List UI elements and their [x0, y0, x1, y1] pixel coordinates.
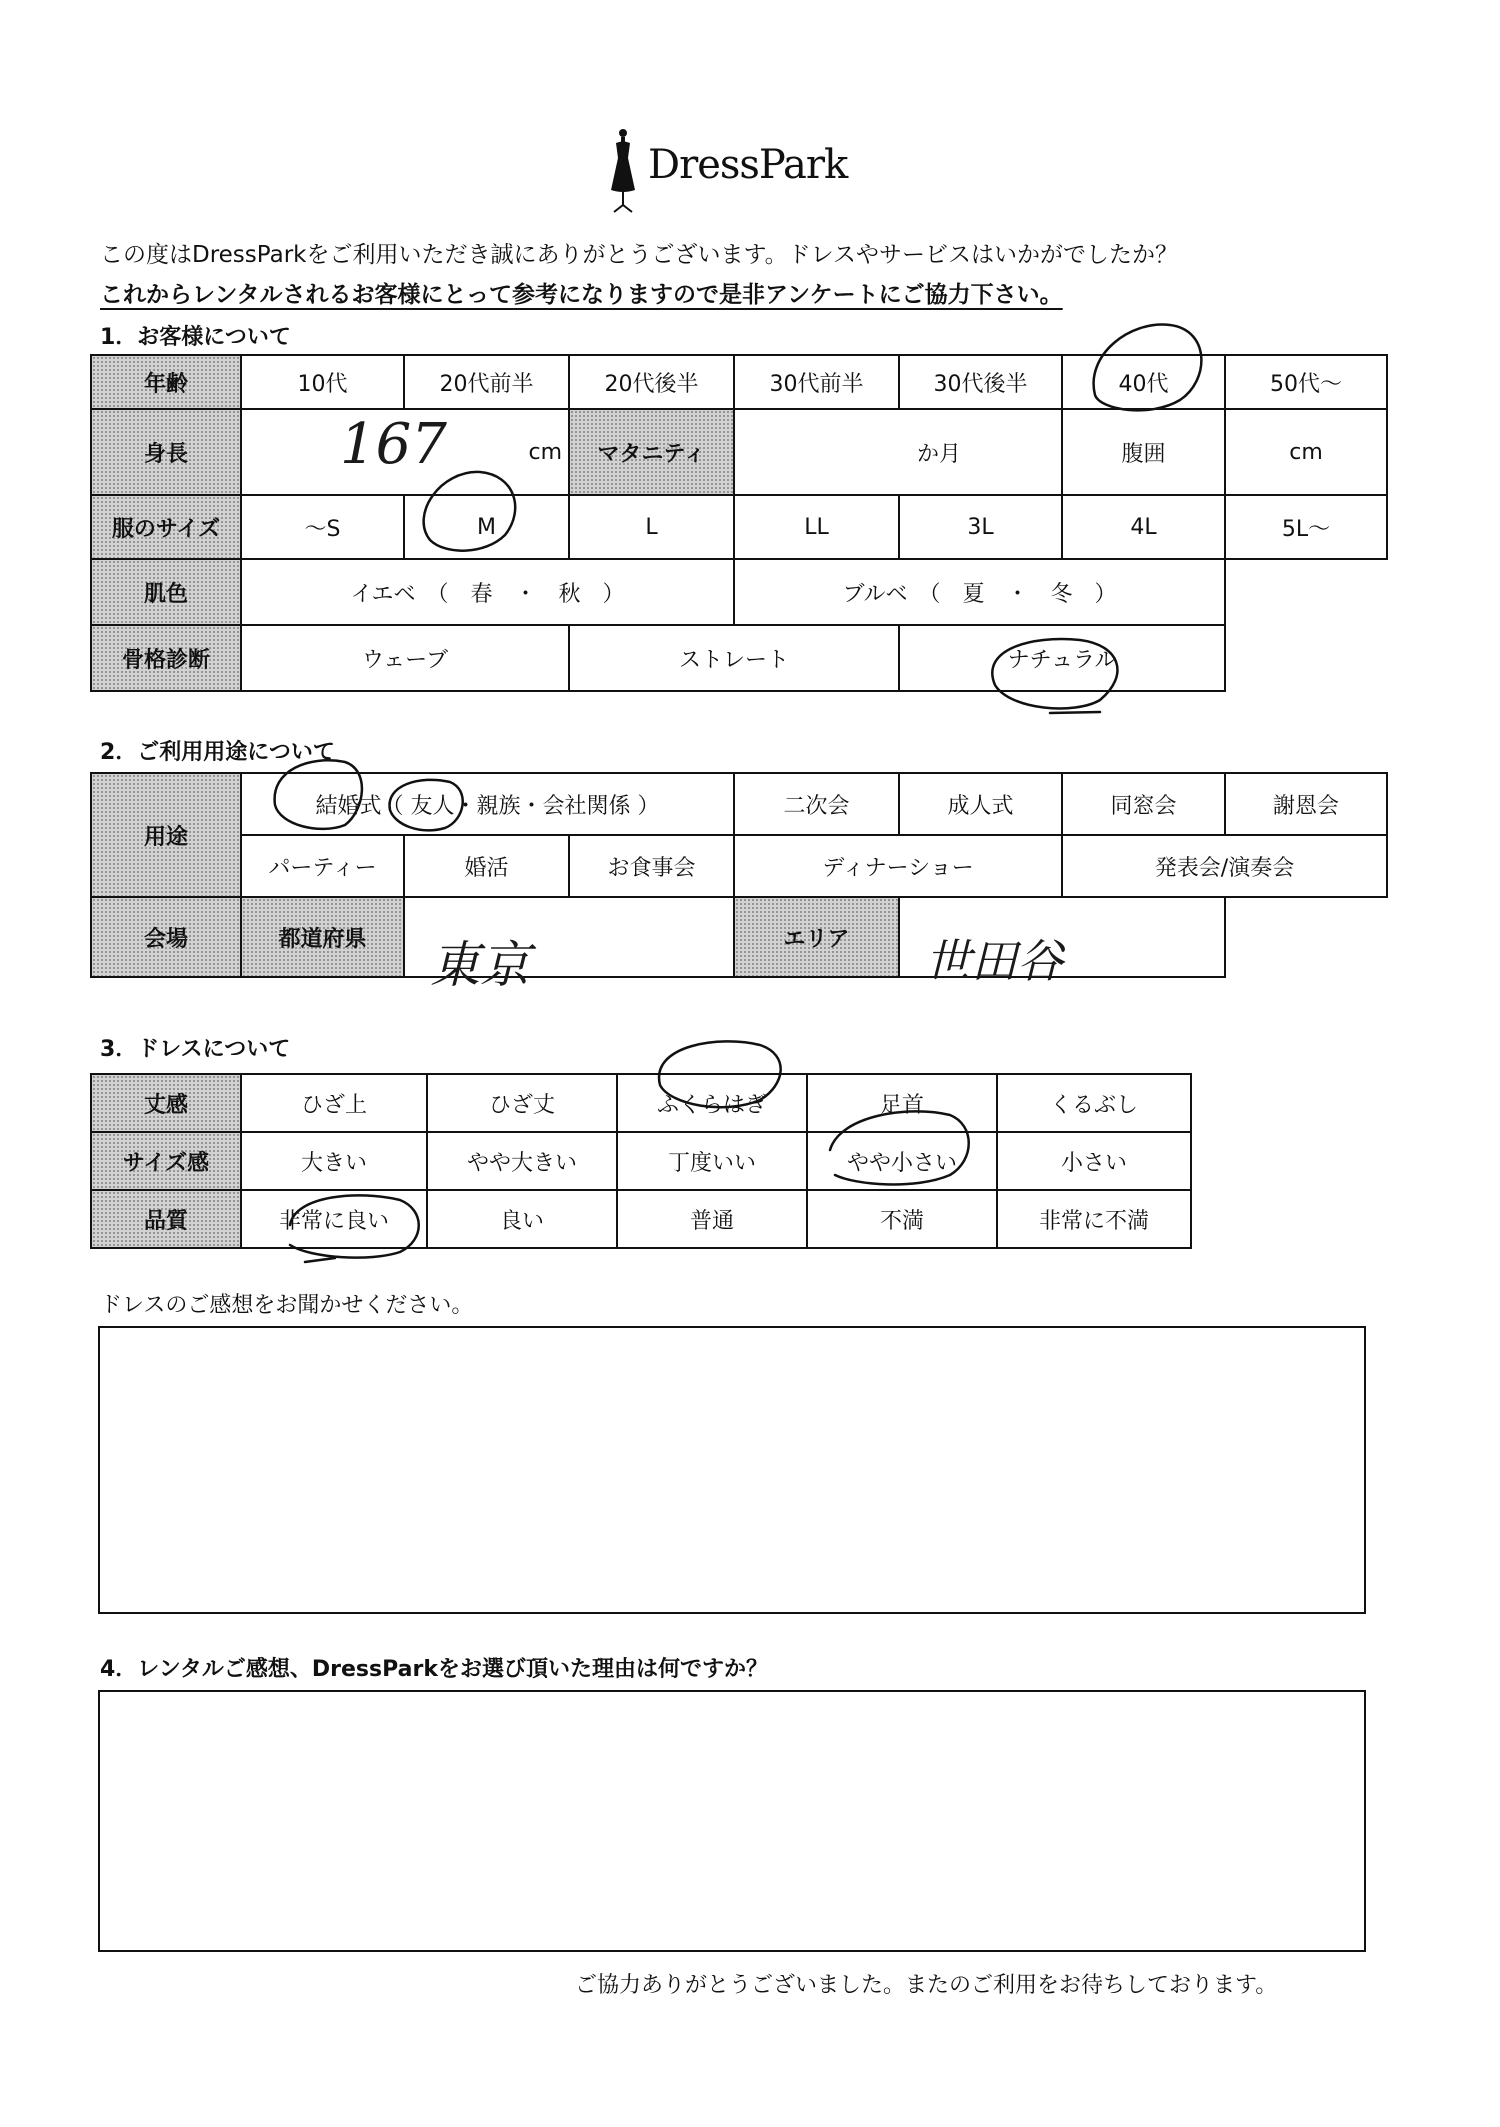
- size-option[interactable]: ～S: [241, 495, 404, 559]
- purpose-option[interactable]: 謝恩会: [1225, 773, 1387, 835]
- empty-cell: [1225, 559, 1387, 625]
- length-label: 丈感: [91, 1074, 241, 1132]
- section4-title: 4．レンタルご感想、DressParkをお選び頂いた理由は何ですか？: [100, 1657, 768, 1682]
- height-row: [91, 409, 1387, 495]
- length-option[interactable]: くるぶし: [997, 1074, 1191, 1132]
- prefecture-handwritten-value: 東京: [430, 936, 530, 994]
- customer-info-table: [90, 354, 1388, 692]
- purpose-option[interactable]: 発表会/演奏会: [1062, 835, 1387, 897]
- skeleton-label: 骨格診断: [91, 625, 241, 691]
- quality-label: 品質: [91, 1190, 241, 1248]
- tick-mark: [1050, 712, 1100, 713]
- length-row: [91, 1074, 1191, 1132]
- purpose-row-1: [91, 773, 1387, 835]
- intro-text: この度はDressParkをご利用いただき誠にありがとうございます。ドレスやサービスはいかがでしたか？: [100, 242, 1178, 268]
- length-option[interactable]: ひざ丈: [427, 1074, 617, 1132]
- age-option[interactable]: 50代～: [1225, 355, 1387, 409]
- skeleton-option[interactable]: ウェーブ: [241, 625, 569, 691]
- purpose-option[interactable]: 婚活: [404, 835, 569, 897]
- fit-row: [91, 1132, 1191, 1190]
- area-label: エリア: [734, 897, 899, 977]
- waist-label: 腹囲: [1062, 409, 1225, 495]
- prefecture-label: 都道府県: [241, 897, 404, 977]
- tick-mark: [305, 1258, 335, 1262]
- maternity-label: マタニティ: [569, 409, 734, 495]
- skin-row: [91, 559, 1387, 625]
- purpose-option[interactable]: 同窓会: [1062, 773, 1225, 835]
- fit-option[interactable]: 丁度いい: [617, 1132, 807, 1190]
- age-row: [91, 355, 1387, 409]
- height-unit: cm: [528, 439, 562, 465]
- purpose-option[interactable]: パーティー: [241, 835, 404, 897]
- fit-option[interactable]: 小さい: [997, 1132, 1191, 1190]
- venue-row: [91, 897, 1387, 977]
- thanks-text: ご協力ありがとうございました。またのご利用をお待ちしております。: [575, 1973, 1278, 1998]
- rental-reason-textarea[interactable]: [98, 1690, 1366, 1952]
- waist-field[interactable]: cm: [1225, 409, 1387, 495]
- age-option[interactable]: 20代後半: [569, 355, 734, 409]
- quality-option[interactable]: 良い: [427, 1190, 617, 1248]
- skeleton-option[interactable]: ナチュラル: [899, 625, 1225, 691]
- logo-text: DressPark: [648, 142, 848, 188]
- section3-title: 3．ドレスについて: [100, 1037, 291, 1062]
- age-option[interactable]: 30代後半: [899, 355, 1062, 409]
- age-option[interactable]: 30代前半: [734, 355, 899, 409]
- purpose-option-wedding[interactable]: 結婚式（ 友人・親族・会社関係 ）: [241, 773, 734, 835]
- empty-cell: [1225, 897, 1387, 977]
- skin-yellow-option[interactable]: イエベ （ 春 ・ 秋 ）: [241, 559, 734, 625]
- purpose-label: 用途: [91, 773, 241, 897]
- size-option[interactable]: 5L～: [1225, 495, 1387, 559]
- venue-label: 会場: [91, 897, 241, 977]
- fit-option[interactable]: やや小さい: [807, 1132, 997, 1190]
- skeleton-option[interactable]: ストレート: [569, 625, 899, 691]
- quality-option[interactable]: 非常に不満: [997, 1190, 1191, 1248]
- length-option[interactable]: ふくらはぎ: [617, 1074, 807, 1132]
- size-option[interactable]: LL: [734, 495, 899, 559]
- section2-title: 2．ご利用用途について: [100, 740, 335, 765]
- purpose-row-2: [91, 835, 1387, 897]
- purpose-option[interactable]: お食事会: [569, 835, 734, 897]
- age-option[interactable]: 10代: [241, 355, 404, 409]
- height-handwritten-value: 167: [340, 412, 447, 477]
- age-label: 年齢: [91, 355, 241, 409]
- skeleton-row: [91, 625, 1387, 691]
- quality-option[interactable]: 不満: [807, 1190, 997, 1248]
- skin-blue-option[interactable]: ブルベ （ 夏 ・ 冬 ）: [734, 559, 1225, 625]
- size-option[interactable]: L: [569, 495, 734, 559]
- empty-cell: [1225, 625, 1387, 691]
- purpose-table: [90, 772, 1388, 978]
- age-option[interactable]: 20代前半: [404, 355, 569, 409]
- dress-feedback-textarea[interactable]: [98, 1326, 1366, 1614]
- intro-request-text: これからレンタルされるお客様にとって参考になりますので是非アンケートにご協力下さい。: [100, 282, 1063, 308]
- size-option[interactable]: 3L: [899, 495, 1062, 559]
- size-option[interactable]: M: [404, 495, 569, 559]
- size-label: 服のサイズ: [91, 495, 241, 559]
- maternity-months-field[interactable]: か月: [734, 409, 1062, 495]
- purpose-option[interactable]: 二次会: [734, 773, 899, 835]
- fit-label: サイズ感: [91, 1132, 241, 1190]
- skin-label: 肌色: [91, 559, 241, 625]
- quality-option[interactable]: 普通: [617, 1190, 807, 1248]
- purpose-option[interactable]: ディナーショー: [734, 835, 1062, 897]
- area-handwritten-value: 世田谷: [925, 934, 1063, 988]
- fit-option[interactable]: やや大きい: [427, 1132, 617, 1190]
- height-label: 身長: [91, 409, 241, 495]
- age-option[interactable]: 40代: [1062, 355, 1225, 409]
- section1-title: 1．お客様について: [100, 325, 291, 350]
- quality-option[interactable]: 非常に良い: [241, 1190, 427, 1248]
- fit-option[interactable]: 大きい: [241, 1132, 427, 1190]
- dress-rating-table: [90, 1073, 1192, 1249]
- size-option[interactable]: 4L: [1062, 495, 1225, 559]
- size-row: [91, 495, 1387, 559]
- length-option[interactable]: ひざ上: [241, 1074, 427, 1132]
- dress-form-logo-icon: [608, 128, 638, 214]
- quality-row: [91, 1190, 1191, 1248]
- purpose-option[interactable]: 成人式: [899, 773, 1062, 835]
- dress-feedback-label: ドレスのご感想をお聞かせください。: [100, 1293, 474, 1318]
- length-option[interactable]: 足首: [807, 1074, 997, 1132]
